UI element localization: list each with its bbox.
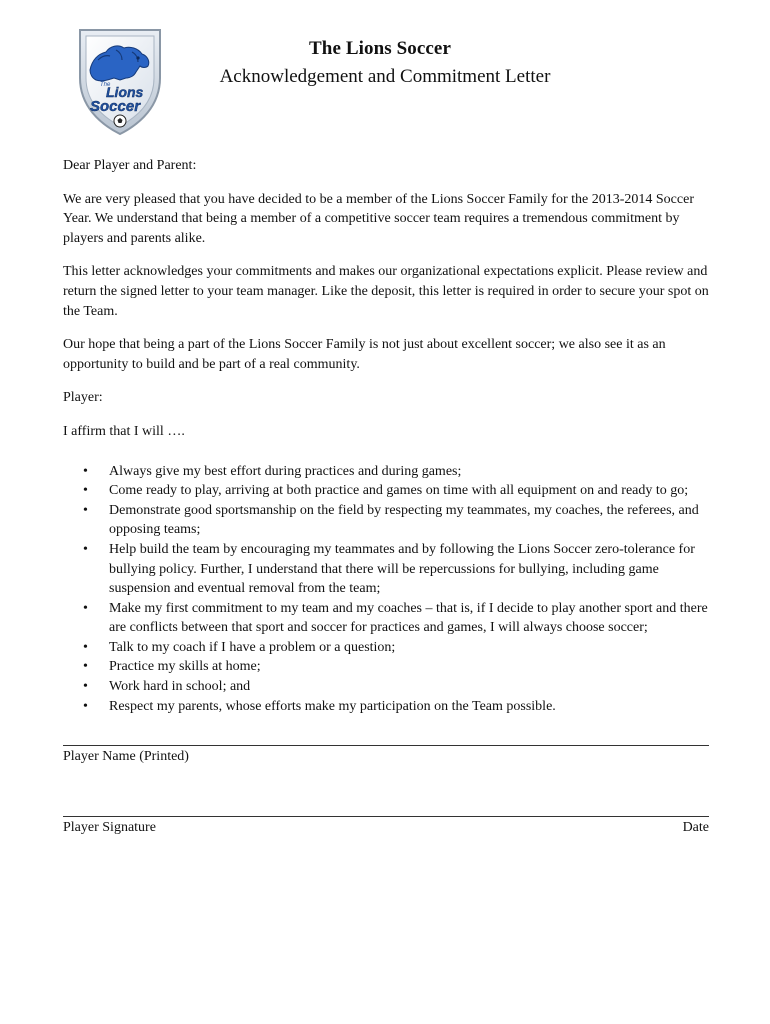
bullet-icon: •	[83, 679, 88, 695]
bullet-icon: •	[83, 502, 88, 518]
player-signature-field[interactable]	[63, 816, 709, 836]
player-name-line[interactable]	[63, 745, 709, 746]
logo-text-lions: Lions	[106, 84, 144, 100]
list-item: • Always give my best effort during practices and during games;	[63, 462, 713, 482]
player-signature-line[interactable]	[63, 816, 709, 817]
bullet-icon: •	[83, 659, 88, 675]
paragraph-3: Our hope that being a part of the Lions Soccer Family is not just about excellent soccer; we also see it as an opportunity to build and be part of a real community.	[63, 337, 666, 372]
page-title: The Lions Soccer	[309, 38, 451, 59]
player-heading: Player:	[63, 390, 103, 406]
bullet-icon: •	[83, 463, 88, 479]
commitment-list	[63, 462, 713, 717]
bullet-icon: •	[83, 541, 88, 557]
logo-text-soccer: Soccer	[90, 98, 141, 115]
list-item: • Demonstrate good sportsmanship on the field by respecting my teammates, my coaches, the referees, and opposing teams;	[83, 502, 699, 538]
bullet-icon: •	[83, 483, 88, 499]
list-item: • Practice my skills at home;	[63, 657, 713, 677]
list-item: • Make my first commitment to my team and my coaches – that is, if I decide to play another sport and there are conflicts between that sport and soccer for practices and games, I will always choose soccer;	[83, 600, 708, 636]
bullet-icon: •	[83, 600, 88, 616]
player-name-label: Player Name (Printed)	[63, 749, 189, 764]
affirm-intro: I affirm that I will ….	[63, 423, 185, 439]
paragraph-2: This letter acknowledges your commitments and makes our organizational expectations explicit. Please review and return the signed letter to your team manager. Like the deposit, this letter is required in order to secure your spot on the Team.	[63, 264, 709, 319]
page-subtitle: Acknowledgement and Commitment Letter	[219, 66, 551, 87]
paragraph-1: We are very pleased that you have decided to be a member of the Lions Soccer Family for the 2013-2014 Soccer Year. We understand that being a member of a competitive soccer team requires a tremendous commitment by players and parents alike.	[63, 191, 694, 246]
list-item: • Work hard in school; and	[63, 677, 713, 697]
list-item: • Come ready to play, arriving at both practice and games on time with all equipment on and ready to go;	[63, 481, 713, 501]
list-item: • Help build the team by encouraging my teammates and by following the Lions Soccer zero-tolerance for bullying policy. Further, I understand that there will be repercussions for bullying, including game suspension and eventual removal from the team;	[83, 541, 695, 597]
date-label: Date	[682, 820, 709, 835]
bullet-icon: •	[83, 698, 88, 714]
list-item: • Respect my parents, whose efforts make my participation on the Team possible.	[63, 697, 713, 717]
bullet-icon: •	[83, 639, 88, 655]
list-item: • Talk to my coach if I have a problem or a question;	[63, 638, 713, 658]
soccer-ball-icon	[114, 115, 126, 127]
player-name-field[interactable]	[63, 745, 709, 765]
player-signature-label: Player Signature	[63, 820, 156, 835]
logo-text-small: The	[100, 82, 111, 88]
greeting: Dear Player and Parent:	[63, 158, 197, 173]
letter-body	[63, 156, 713, 716]
